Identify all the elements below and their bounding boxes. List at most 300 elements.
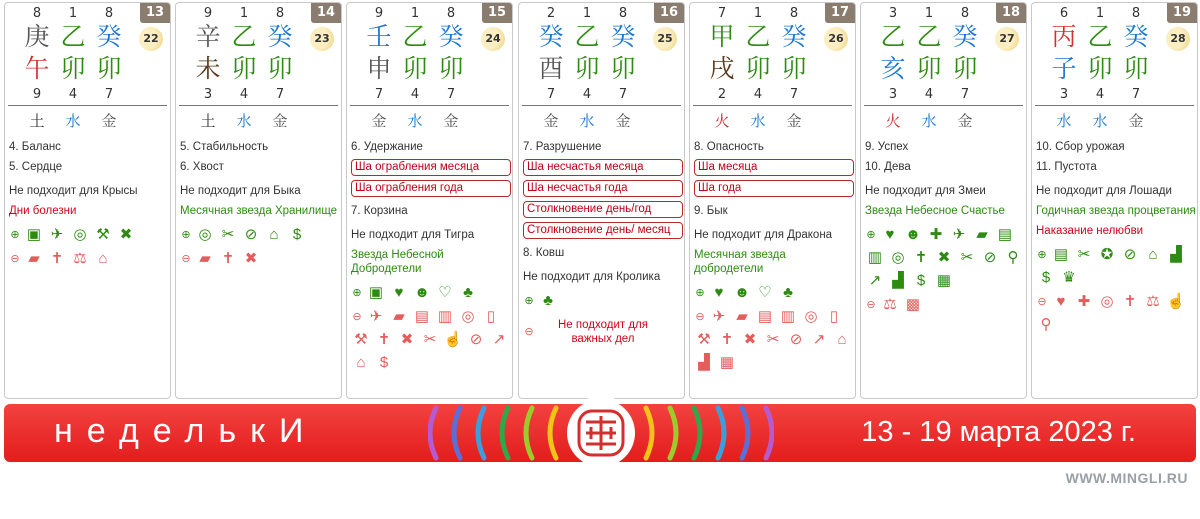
heavenly-stem: 癸 xyxy=(538,22,564,51)
bad-icons xyxy=(351,307,511,373)
divider xyxy=(179,105,338,106)
money-bag-icon: $ xyxy=(916,272,926,289)
good-icons xyxy=(9,225,169,245)
day-card xyxy=(175,2,342,399)
branch-row xyxy=(347,54,482,84)
rings-icon: ◎ xyxy=(1100,293,1114,310)
element-char: 火 xyxy=(885,112,901,130)
banner-title: неделькИ xyxy=(54,412,318,450)
calendar-icon: ▣ xyxy=(368,284,384,301)
minus-icon: ⊖ xyxy=(10,253,20,265)
bottom-number: 7 xyxy=(618,87,628,102)
tools-icon: ✖ xyxy=(743,331,757,348)
bottom-numbers xyxy=(690,87,825,103)
growth-icon: ↗ xyxy=(812,331,826,348)
divider xyxy=(8,105,167,106)
no-car-icon: ⊘ xyxy=(983,249,997,266)
element-char: 水 xyxy=(750,112,766,130)
earthly-branch: 亥 xyxy=(880,54,906,83)
top-numbers xyxy=(1032,6,1167,22)
element-char: 金 xyxy=(371,112,387,130)
scales-icon: ⚖ xyxy=(73,250,87,267)
bed-icon: ▤ xyxy=(1053,246,1069,263)
top-number: 8 xyxy=(275,6,285,21)
island-icon: ♣ xyxy=(543,292,553,309)
heavenly-stem: 乙 xyxy=(574,22,600,51)
bottom-number: 4 xyxy=(753,87,763,102)
grave-icon: ✝ xyxy=(914,249,928,266)
day-number-badge: 16 xyxy=(654,3,684,23)
house-icon: ⌂ xyxy=(98,250,108,267)
no-car-icon: ⊘ xyxy=(469,331,483,348)
top-number: 6 xyxy=(1059,6,1069,21)
top-numbers xyxy=(861,6,996,22)
money-bag-icon: $ xyxy=(1041,269,1051,286)
top-number: 8 xyxy=(32,6,42,21)
search-icon: ⚲ xyxy=(1040,316,1052,333)
stem-row xyxy=(176,22,311,52)
not-suitable-for: Не подходит для Лошади xyxy=(1036,185,1172,197)
star-label: 6. Хвост xyxy=(180,161,224,173)
people-icon: ☻ xyxy=(905,226,921,243)
element-char: 金 xyxy=(1128,112,1144,130)
scissors-icon: ✂ xyxy=(1077,246,1091,263)
element-row xyxy=(5,110,140,132)
day-details xyxy=(351,137,511,377)
day-number-badge: 15 xyxy=(482,3,512,23)
star-label: 10. Дева xyxy=(865,161,911,173)
earthly-branch: 午 xyxy=(24,54,50,83)
heavenly-stem: 甲 xyxy=(709,22,735,51)
day-details xyxy=(9,137,169,273)
earthly-branch: 卯 xyxy=(438,54,464,83)
grave-icon: ✝ xyxy=(377,331,391,348)
earthly-branch: 卯 xyxy=(574,54,600,83)
heavenly-stem: 癸 xyxy=(438,22,464,51)
grave-icon: ✝ xyxy=(1123,293,1137,310)
hand-money-icon: ☝ xyxy=(443,331,463,348)
top-numbers xyxy=(5,6,140,22)
truck-icon: ▰ xyxy=(28,250,40,267)
element-row xyxy=(690,110,825,132)
broken-heart-icon: ♡ xyxy=(758,284,772,301)
element-char: 金 xyxy=(101,112,117,130)
rings-icon: ◎ xyxy=(891,249,905,266)
plane-icon: ✈ xyxy=(712,308,726,325)
not-suitable-for: Не подходит для Быка xyxy=(180,185,301,197)
crane-icon: ▥ xyxy=(780,308,796,325)
star-label: 5. Стабильность xyxy=(180,141,269,153)
bottom-number: 4 xyxy=(68,87,78,102)
bed-icon: ▤ xyxy=(414,308,430,325)
growth-icon: ↗ xyxy=(492,331,506,348)
not-suitable-for: Не подходит для Тигра xyxy=(351,229,475,241)
heavenly-stem: 乙 xyxy=(916,22,942,51)
star-label: 4. Баланс xyxy=(9,141,61,153)
element-char: 水 xyxy=(1092,112,1108,130)
rings-icon: ◎ xyxy=(73,226,87,243)
lunar-day-moon: 28 xyxy=(1166,27,1190,51)
plus-icon: ⊕ xyxy=(524,295,534,307)
divider xyxy=(1035,105,1194,106)
element-char: 水 xyxy=(921,112,937,130)
day-card xyxy=(4,2,171,399)
heavenly-stem: 丙 xyxy=(1051,22,1077,51)
element-row xyxy=(519,110,654,132)
plane-icon: ✈ xyxy=(50,226,64,243)
stairs-icon: ▟ xyxy=(698,354,710,371)
good-icons xyxy=(351,283,511,303)
earthly-branch: 子 xyxy=(1051,54,1077,83)
earthly-branch: 酉 xyxy=(538,54,564,83)
bed-icon: ▤ xyxy=(997,226,1013,243)
island-icon: ♣ xyxy=(463,284,473,301)
bottom-numbers xyxy=(347,87,482,103)
heavenly-stem: 乙 xyxy=(880,22,906,51)
earthly-branch: 卯 xyxy=(916,54,942,83)
bottom-number: 7 xyxy=(275,87,285,102)
stem-row xyxy=(861,22,996,52)
search-icon: ⚲ xyxy=(1007,249,1019,266)
plus-icon: ⊕ xyxy=(352,287,362,299)
scales-icon: ⚖ xyxy=(883,296,897,313)
stem-row xyxy=(1032,22,1167,52)
top-number: 1 xyxy=(924,6,934,21)
bottom-number: 7 xyxy=(446,87,456,102)
element-char: 火 xyxy=(714,112,730,130)
lunar-day-moon: 25 xyxy=(653,27,677,51)
element-char: 水 xyxy=(236,112,252,130)
stairs-icon: ▟ xyxy=(892,272,904,289)
top-number: 2 xyxy=(546,6,556,21)
island-icon: ♣ xyxy=(783,284,793,301)
heavenly-stem: 癸 xyxy=(96,22,122,51)
tools-icon: ✖ xyxy=(244,250,258,267)
red-note: Наказание нелюбви xyxy=(1036,225,1144,237)
house-icon: ⌂ xyxy=(837,331,847,348)
branch-row xyxy=(690,54,825,84)
bottom-numbers xyxy=(5,87,140,103)
grave-icon: ✝ xyxy=(50,250,64,267)
top-numbers xyxy=(690,6,825,22)
no-car-icon: ⊘ xyxy=(789,331,803,348)
bottom-number: 4 xyxy=(582,87,592,102)
bottom-number: 4 xyxy=(410,87,420,102)
stem-row xyxy=(347,22,482,52)
day-details xyxy=(694,137,854,377)
star-label: 7. Корзина xyxy=(351,205,408,217)
plus-icon: ⊕ xyxy=(1037,249,1047,261)
truck-icon: ▰ xyxy=(393,308,405,325)
day-details xyxy=(1036,137,1196,339)
bottom-number: 4 xyxy=(1095,87,1105,102)
bad-icons xyxy=(694,307,854,373)
top-number: 1 xyxy=(753,6,763,21)
broken-heart-icon: ♡ xyxy=(438,284,452,301)
top-numbers xyxy=(347,6,482,22)
minus-icon: ⊖ xyxy=(1037,296,1047,308)
bad-icons xyxy=(9,249,169,269)
good-icons xyxy=(694,283,854,303)
star-label: 7. Разрушение xyxy=(523,141,602,153)
top-number: 1 xyxy=(68,6,78,21)
day-number-badge: 14 xyxy=(311,3,341,23)
earthly-branch: 卯 xyxy=(745,54,771,83)
element-char: 水 xyxy=(65,112,81,130)
plus-icon: ⊕ xyxy=(866,229,876,241)
trophy-icon: ♛ xyxy=(1062,269,1076,286)
day-details xyxy=(180,137,340,273)
top-number: 7 xyxy=(717,6,727,21)
earthly-branch: 申 xyxy=(366,54,392,83)
earthly-branch: 卯 xyxy=(96,54,122,83)
element-char: 金 xyxy=(272,112,288,130)
heavenly-stem: 乙 xyxy=(402,22,428,51)
minus-icon: ⊖ xyxy=(524,326,534,338)
star-label: 9. Успех xyxy=(865,141,909,153)
note-text: Дни болезни xyxy=(9,205,77,217)
branch-row xyxy=(176,54,311,84)
no-car-icon: ⊘ xyxy=(244,226,258,243)
heavenly-stem: 壬 xyxy=(366,22,392,51)
heart-icon: ♥ xyxy=(394,284,404,301)
cross-icon: ✚ xyxy=(929,226,943,243)
wall-icon: ▩ xyxy=(905,296,921,313)
good-icons xyxy=(523,291,683,311)
grave-icon: ✝ xyxy=(221,250,235,267)
element-row xyxy=(861,110,996,132)
truck-icon: ▰ xyxy=(199,250,211,267)
bottom-number: 2 xyxy=(717,87,727,102)
hand-money-icon: ☝ xyxy=(1166,293,1186,310)
earthly-branch: 卯 xyxy=(952,54,978,83)
day-cards xyxy=(4,2,1198,399)
money-bag-icon: $ xyxy=(292,226,302,243)
star-label: 9. Бык xyxy=(694,205,728,217)
sha-warning: Столкновение день/ месяц xyxy=(523,222,683,239)
sha-warning: Ша ограбления месяца xyxy=(351,159,511,176)
earthly-branch: 卯 xyxy=(1123,54,1149,83)
star-label: 8. Опасность xyxy=(694,141,764,153)
plus-icon: ⊕ xyxy=(10,229,20,241)
rings-icon: ◎ xyxy=(198,226,212,243)
branch-row xyxy=(5,54,140,84)
earthly-branch: 卯 xyxy=(781,54,807,83)
element-char: 金 xyxy=(957,112,973,130)
scissors-icon: ✂ xyxy=(960,249,974,266)
plus-icon: ⊕ xyxy=(181,229,191,241)
site-url[interactable]: WWW.MINGLI.RU xyxy=(1065,470,1188,486)
plane-icon: ✈ xyxy=(369,308,383,325)
element-char: 水 xyxy=(407,112,423,130)
element-char: 金 xyxy=(443,112,459,130)
day-number-badge: 19 xyxy=(1167,3,1197,23)
no-car-icon: ⊘ xyxy=(1123,246,1137,263)
top-numbers xyxy=(176,6,311,22)
day-number-badge: 18 xyxy=(996,3,1026,23)
bottom-numbers xyxy=(1032,87,1167,103)
element-char: 水 xyxy=(579,112,595,130)
sha-warning: Ша месяца xyxy=(694,159,854,176)
title-banner xyxy=(4,404,1196,462)
earthly-branch: 卯 xyxy=(402,54,428,83)
day-details xyxy=(865,137,1025,319)
heavenly-stem: 乙 xyxy=(60,22,86,51)
tools-icon: ✖ xyxy=(937,249,951,266)
lunar-day-moon: 22 xyxy=(139,27,163,51)
divider xyxy=(350,105,509,106)
top-number: 1 xyxy=(1095,6,1105,21)
minus-icon: ⊖ xyxy=(181,253,191,265)
scissors-icon: ✂ xyxy=(423,331,437,348)
note-text: Звезда Небесной Добродетели xyxy=(351,249,444,275)
element-char: 金 xyxy=(786,112,802,130)
heavenly-stem: 乙 xyxy=(745,22,771,51)
heart-icon: ♥ xyxy=(714,284,724,301)
divider xyxy=(864,105,1023,106)
day-card xyxy=(518,2,685,399)
bottom-number: 4 xyxy=(924,87,934,102)
door-icon: ▯ xyxy=(486,308,496,325)
top-number: 8 xyxy=(618,6,628,21)
sha-warning: Ша несчастья года xyxy=(523,180,683,197)
important-warning: Не подходит для важных дел xyxy=(558,319,648,345)
day-number-badge: 13 xyxy=(140,3,170,23)
heavenly-stem: 癸 xyxy=(952,22,978,51)
shovel-icon: ⚒ xyxy=(697,331,711,348)
day-card xyxy=(1031,2,1198,399)
stem-row xyxy=(690,22,825,52)
bed-icon: ▤ xyxy=(757,308,773,325)
bottom-number: 7 xyxy=(104,87,114,102)
bottom-number: 7 xyxy=(960,87,970,102)
heavenly-stem: 乙 xyxy=(1087,22,1113,51)
star-label: 11. Пустота xyxy=(1036,161,1097,173)
banner-date: 13 - 19 марта 2023 г. xyxy=(861,416,1136,448)
truck-icon: ▰ xyxy=(976,226,988,243)
cross-icon: ✚ xyxy=(1077,293,1091,310)
element-char: 土 xyxy=(29,112,45,130)
day-details xyxy=(523,137,683,353)
sha-warning: Ша несчастья месяца xyxy=(523,159,683,176)
grave-icon: ✝ xyxy=(720,331,734,348)
star-label: 5. Сердце xyxy=(9,161,63,173)
lunar-day-moon: 23 xyxy=(310,27,334,51)
bottom-number: 7 xyxy=(374,87,384,102)
scissors-icon: ✂ xyxy=(766,331,780,348)
not-suitable-for: Не подходит для Змеи xyxy=(865,185,986,197)
money-bag-icon: $ xyxy=(379,354,389,371)
rings-icon: ◎ xyxy=(461,308,475,325)
plus-icon: ⊕ xyxy=(695,287,705,299)
bad-icons xyxy=(865,295,1025,315)
minus-icon: ⊖ xyxy=(866,299,876,311)
divider xyxy=(693,105,852,106)
bottom-number: 3 xyxy=(1059,87,1069,102)
calendar-icon: ▣ xyxy=(26,226,42,243)
bottom-numbers xyxy=(861,87,996,103)
branch-row xyxy=(1032,54,1167,84)
people-icon: ☻ xyxy=(734,284,750,301)
crane-icon: ▥ xyxy=(437,308,453,325)
heavenly-stem: 癸 xyxy=(781,22,807,51)
top-number: 1 xyxy=(239,6,249,21)
rings-icon: ◎ xyxy=(804,308,818,325)
element-char: 水 xyxy=(1056,112,1072,130)
earthly-branch: 戌 xyxy=(709,54,735,83)
sha-warning: Столкновение день/год xyxy=(523,201,683,218)
top-number: 9 xyxy=(374,6,384,21)
bad-icons xyxy=(180,249,340,269)
house-icon: ⌂ xyxy=(269,226,279,243)
element-row xyxy=(176,110,311,132)
top-number: 8 xyxy=(104,6,114,21)
bottom-number: 3 xyxy=(203,87,213,102)
heavenly-stem: 癸 xyxy=(610,22,636,51)
sha-warning: Ша года xyxy=(694,180,854,197)
bottom-number: 7 xyxy=(1131,87,1141,102)
day-card xyxy=(346,2,513,399)
heavenly-stem: 庚 xyxy=(24,22,50,51)
top-number: 1 xyxy=(410,6,420,21)
stem-row xyxy=(5,22,140,52)
people-icon: ☻ xyxy=(414,284,430,301)
door-icon: ▯ xyxy=(829,308,839,325)
top-number: 8 xyxy=(446,6,456,21)
bottom-number: 9 xyxy=(32,87,42,102)
branch-row xyxy=(519,54,654,84)
element-char: 土 xyxy=(200,112,216,130)
house-icon: ⌂ xyxy=(356,354,366,371)
heavenly-stem: 辛 xyxy=(195,22,221,51)
lunar-day-moon: 27 xyxy=(995,27,1019,51)
not-suitable-for: Не подходит для Крысы xyxy=(9,185,138,197)
earthly-branch: 卯 xyxy=(60,54,86,83)
crane-icon: ▥ xyxy=(867,249,883,266)
heavenly-stem: 癸 xyxy=(1123,22,1149,51)
note-text: Месячная звезда добродетели xyxy=(694,249,786,275)
medal-icon: ✪ xyxy=(1100,246,1114,263)
truck-icon: ▰ xyxy=(736,308,748,325)
note-text: Месячная звезда Хранилище xyxy=(180,205,338,217)
star-label: 8. Ковш xyxy=(523,247,565,259)
shovel-icon: ⚒ xyxy=(354,331,368,348)
note-text: Годичная звезда процветания xyxy=(1036,205,1196,217)
tools-icon: ✖ xyxy=(119,226,133,243)
heavenly-stem: 癸 xyxy=(267,22,293,51)
stairs-icon: ▟ xyxy=(1170,246,1182,263)
top-numbers xyxy=(519,6,654,22)
bottom-number: 7 xyxy=(789,87,799,102)
house-icon: ⌂ xyxy=(1148,246,1158,263)
good-icons xyxy=(180,225,340,245)
top-number: 1 xyxy=(582,6,592,21)
day-card xyxy=(689,2,856,399)
top-number: 3 xyxy=(888,6,898,21)
day-number-badge: 17 xyxy=(825,3,855,23)
top-number: 9 xyxy=(203,6,213,21)
top-number: 8 xyxy=(960,6,970,21)
top-number: 8 xyxy=(789,6,799,21)
bottom-numbers xyxy=(519,87,654,103)
newspaper-icon: ▦ xyxy=(719,354,735,371)
earthly-branch: 卯 xyxy=(231,54,257,83)
scales-icon: ⚖ xyxy=(1146,293,1160,310)
not-suitable-for: Не подходит для Кролика xyxy=(523,271,661,283)
branch-row xyxy=(861,54,996,84)
earthly-branch: 卯 xyxy=(1087,54,1113,83)
day-card xyxy=(860,2,1027,399)
